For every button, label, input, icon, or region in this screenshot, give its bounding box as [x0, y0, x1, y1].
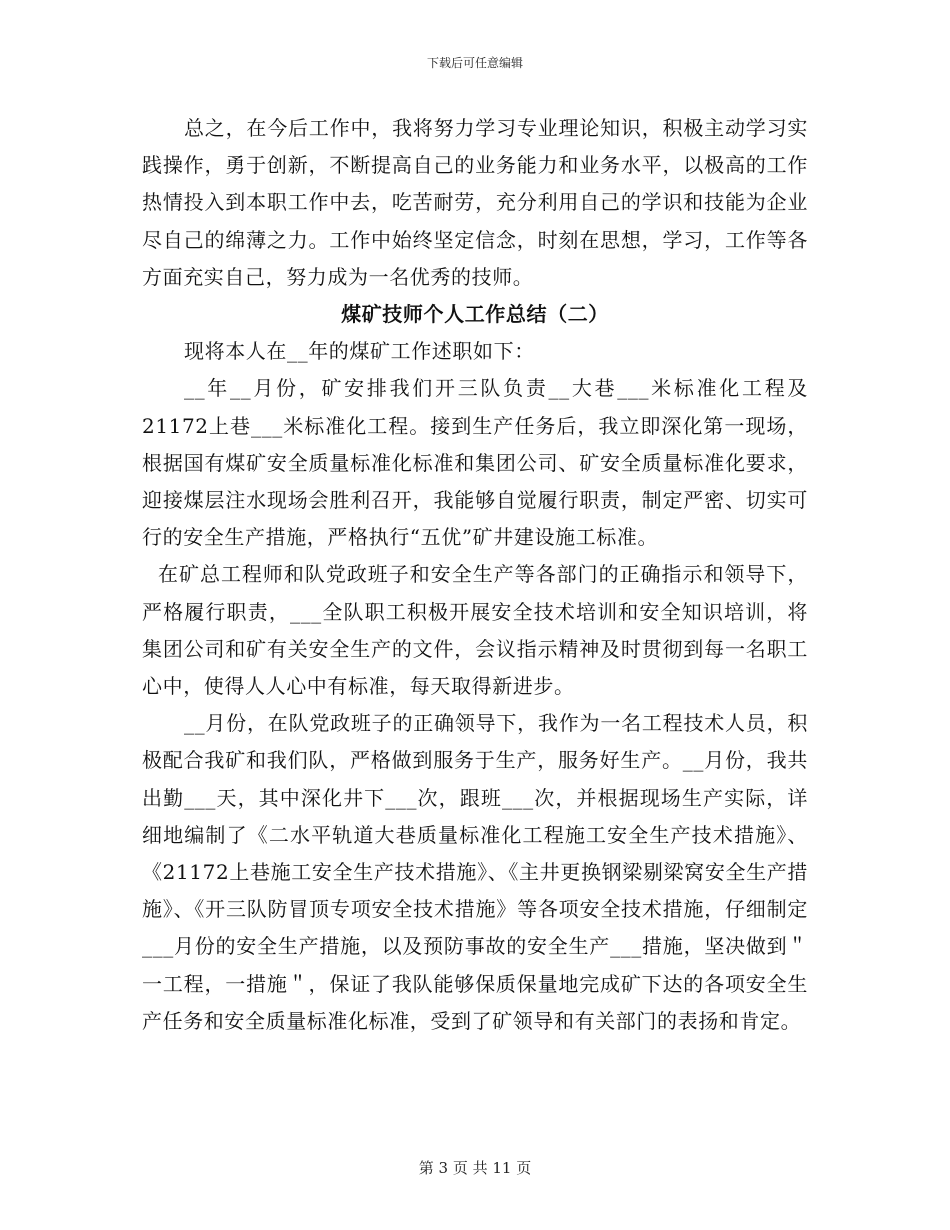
document-body — [142, 110, 808, 1040]
paragraph-intro: 现将本人在__年的煤矿工作述职如下： — [184, 339, 535, 364]
page-header: 下载后可任意编辑 — [426, 56, 523, 70]
paragraph-2: 在矿总工程师和队党政班子和安全生产等各部门的正确指示和领导下，严格履行职责，___全队职工积极开展安全技术培训和安全知识培训，将集团公司和矿有关安全生产的文件，会议指示精神及时贯彻到每一名职工心中，使得人人心中有标准，每天取得新进步。 — [142, 562, 808, 699]
paragraph-1: __年__月份，矿安排我们开三队负责__大巷___米标准化工程及21172上巷___米标准化工程。接到生产任务后，我立即深化第一现场，根据国有煤矿安全质量标准化标准和集团公司、矿安全质量标准化要求，迎接煤层注水现场会胜利召开，我能够自觉履行职责，制定严密、切实可行的安全生产措施，严格执行“五优”矿井建设施工标准。 — [142, 376, 808, 550]
page-footer: 第 3 页 共 11 页 — [418, 1159, 532, 1177]
paragraph-3: __月份，在队党政班子的正确领导下，我作为一名工程技术人员，积极配合我矿和我们队，严格做到服务于生产，服务好生产。__月份，我共出勤___天，其中深化井下___次，跟班___次，并根据现场生产实际，详细地编制了《二水平轨道大巷质量标准化工程施工安全生产技术措施》、《21172上巷施工安全生产技术措施》、《主井更换钢梁剔梁窝安全生产措施》、《开三队防冒顶专项安全技术措施》等各项安全技术措施，仔细制定___月份的安全生产措施，以及预防事故的安全生产___措施，坚决做到＂一工程，一措施＂，保证了我队能够保质保量地完成矿下达的各项安全生产任务和安全质量标准化标准，受到了矿领导和有关部门的表扬和肯定。 — [142, 711, 808, 1033]
section-title: 煤矿技师个人工作总结（二） — [341, 302, 609, 327]
paragraph-conclusion: 总之，在今后工作中，我将努力学习专业理论知识，积极主动学习实践操作，勇于创新，不断提高自己的业务能力和业务水平，以极高的工作热情投入到本职工作中去，吃苦耐劳，充分利用自己的学识和技能为企业尽自己的绵薄之力。工作中始终坚定信念，时刻在思想，学习，工作等各方面充实自己，努力成为一名优秀的技师。 — [142, 116, 808, 289]
